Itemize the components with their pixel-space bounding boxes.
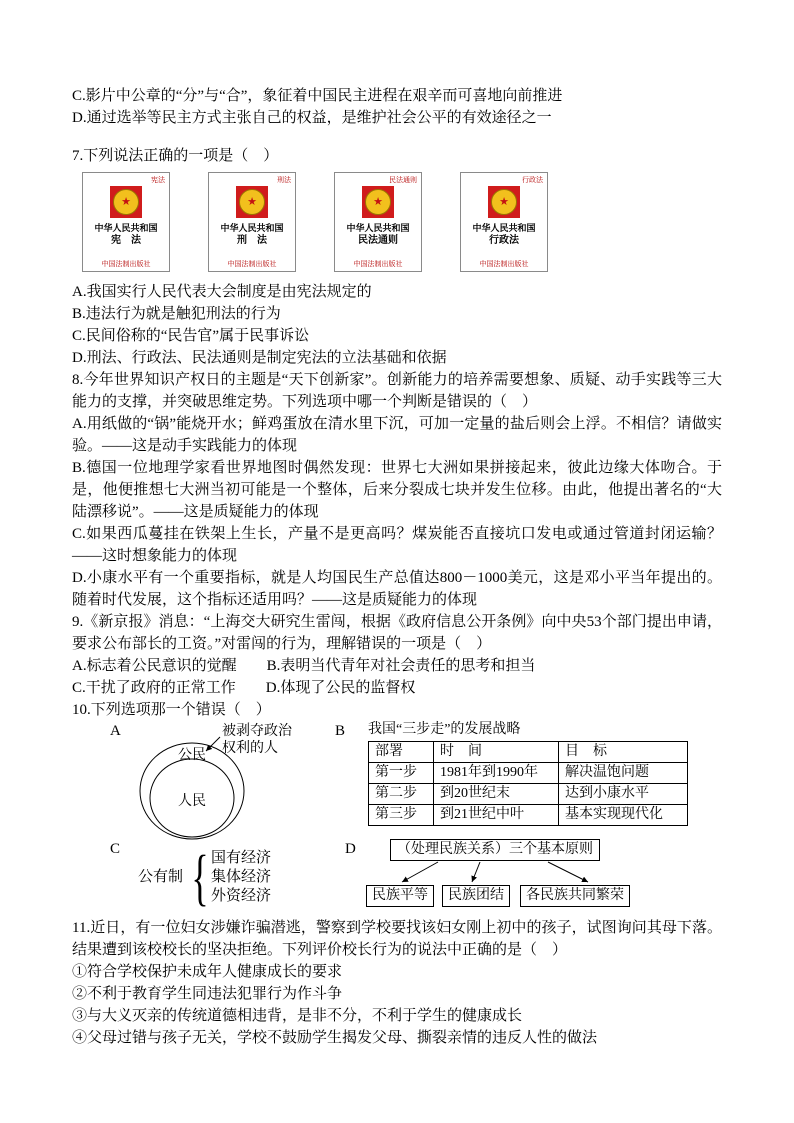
table-row [369,805,688,826]
ownership-item: 集体经济 [211,868,272,885]
cell-time: 1981年到1990年 [434,763,559,784]
cell-time: 到21世纪中叶 [434,805,559,826]
q8-option-b: B.德国一位地理学家看世界地图时偶然发现：世界七大洲如果拼接起来，彼此边缘大体吻合。于是，他便推想七大洲当初可能是一个整体，后来分裂成七块并发生位移。由此，他提出著名的“大陆漂移说”。——这是质疑能力的体现 [72,460,722,520]
cover-corner-label: 民法通则 [389,176,417,184]
q7-option-d: D.刑法、行政法、民法通则是制定宪法的立法基础和依据 [72,350,447,366]
cover-publisher: 中国法制出版社 [479,260,529,268]
ownership-item: 外资经济 [211,887,272,904]
table-row [369,763,688,784]
q11-option-2: ②不利于教育学生同违法犯罪行为作斗争 [72,986,343,1002]
emblem-star-icon: ★ [239,189,265,215]
cover-corner-label: 宪法 [151,176,165,184]
law-book-cover-administrative-law [460,172,548,272]
cover-country: 中华人民共和国 [472,223,536,233]
people-label: 人民 [178,794,206,809]
cell-goal: 达到小康水平 [559,784,688,805]
diagram-label-b: B [335,723,346,739]
national-emblem-icon [488,186,520,218]
cover-country: 中华人民共和国 [346,223,410,233]
ownership-diagram [138,842,272,912]
three-steps-title: 我国“三步走”的发展战略 [368,722,521,737]
q11-stem: 11.近日，有一位妇女涉嫌诈骗潜逃，警察到学校要找该妇女刚上初中的孩子，试图询问其母下落。结果遭到该校校长的坚决拒绝。下列评价校长行为的说法中正确的是（ ） [72,920,722,958]
col-header-time: 时 间 [434,742,559,763]
col-header-deploy: 部署 [369,742,434,763]
cover-country: 中华人民共和国 [94,223,158,233]
cover-title: 刑 法 [237,235,267,246]
ethnic-box-unity: 民族团结 [442,885,510,907]
cover-corner-label: 行政法 [522,176,543,184]
diagram-label-a: A [110,723,121,739]
q6-option-c: C.影片中公章的“分”与“合”，象征着中国民主进程在艰辛而可喜地向前推进 [72,88,563,104]
ethnic-box-equality: 民族平等 [366,885,434,907]
law-book-covers [82,172,722,272]
emblem-star-icon: ★ [113,189,139,215]
cover-title: 宪 法 [111,235,141,246]
law-book-cover-criminal-law [208,172,296,272]
cover-publisher: 中国法制出版社 [227,260,277,268]
table-header-row [369,742,688,763]
cover-publisher: 中国法制出版社 [101,260,151,268]
ownership-item: 国有经济 [211,849,272,866]
q7-option-c: C.民间俗称的“民告官”属于民事诉讼 [72,328,310,344]
cell-goal: 解决温饱问题 [559,763,688,784]
cover-title: 行政法 [489,235,519,246]
cell-goal: 基本实现现代化 [559,805,688,826]
citizen-ring-label: 公民 [178,748,206,763]
law-book-cover-civil-law [334,172,422,272]
diagram-label-c: C [110,841,121,857]
cell-step: 第二步 [369,784,434,805]
q10-stem: 10.下列选项那一个错误（ ） [72,702,271,718]
q11-option-3: ③与大义灭亲的传统道德相违背，是非不分，不利于学生的健康成长 [72,1008,523,1024]
ownership-items [211,849,271,906]
emblem-star-icon: ★ [365,189,391,215]
national-emblem-icon [236,186,268,218]
q11-option-4: ④父母过错与孩子无关，学校不鼓励学生揭发父母、撕裂亲情的违反人性的做法 [72,1030,598,1046]
q8-stem: 8.今年世界知识产权日的主题是“天下创新家”。创新能力的培养需要想象、质疑、动手实践等三大能力的支撑，并突破思维定势。下列选项中哪一个判断是错误的（ ） [72,372,722,410]
diagram-label-d: D [345,841,356,857]
ethnic-box-prosperity: 各民族共同繁荣 [520,885,630,907]
q8-option-c: C.如果西瓜蔓挂在铁架上生长，产量不是更高吗？煤炭能否直接坑口发电或通过管道封闭运输？——这时想象能力的体现 [72,526,722,564]
q10-diagrams [72,721,722,917]
q7-option-b: B.违法行为就是触犯刑法的行为 [72,306,281,322]
cell-time: 到20世纪末 [434,784,559,805]
national-emblem-icon [110,186,142,218]
citizen-people-diagram [130,721,380,843]
national-emblem-icon [362,186,394,218]
col-header-goal: 目 标 [559,742,688,763]
q9-stem: 9.《新京报》消息：“上海交大研究生雷闯，根据《政府信息公开条例》向中央53个部门提出申请，要求公布部长的工资。”对雷闯的行为，理解错误的一项是（ ） [72,614,722,652]
q6-option-d: D.通过选举等民主方式主张自己的权益，是维护社会公平的有效途径之一 [72,110,552,126]
cover-country: 中华人民共和国 [220,223,284,233]
table-row [369,784,688,805]
deprived-note-line2: 权利的人 [222,741,278,756]
q7-stem: 7.下列说法正确的一项是（ ） [72,148,279,164]
q9-options-ab: A.标志着公民意识的觉醒 B.表明当代青年对社会责任的思考和担当 [72,658,536,674]
q7-option-a: A.我国实行人民代表大会制度是由宪法规定的 [72,284,372,300]
brace-icon: { [191,842,209,912]
q8-option-a: A.用纸做的“锅”能烧开水；鲜鸡蛋放在清水里下沉，可加一定量的盐后则会上浮。不相信？请做实验。——这是动手实践能力的体现 [72,416,722,454]
ownership-label: 公有制 [138,869,184,885]
three-steps-table [368,741,688,826]
q11-option-1: ①符合学校保护未成年人健康成长的要求 [72,964,343,980]
q9-options-cd: C.干扰了政府的正常工作 D.体现了公民的监督权 [72,680,416,696]
cell-step: 第一步 [369,763,434,784]
cover-publisher: 中国法制出版社 [353,260,403,268]
law-book-cover-constitution [82,172,170,272]
emblem-star-icon: ★ [491,189,517,215]
cell-step: 第三步 [369,805,434,826]
deprived-note-line1: 被剥夺政治 [222,724,292,739]
ethnic-principles-title-box: （处理民族关系）三个基本原则 [390,839,600,861]
q8-option-d: D.小康水平有一个重要指标，就是人均国民生产总值达800－1000美元，这是邓小平当年提出的。随着时代发展，这个指标还适用吗？——这是质疑能力的体现 [72,570,722,608]
cover-corner-label: 刑法 [277,176,291,184]
ethnic-principles-diagram [360,839,712,909]
cover-title: 民法通则 [358,235,398,246]
